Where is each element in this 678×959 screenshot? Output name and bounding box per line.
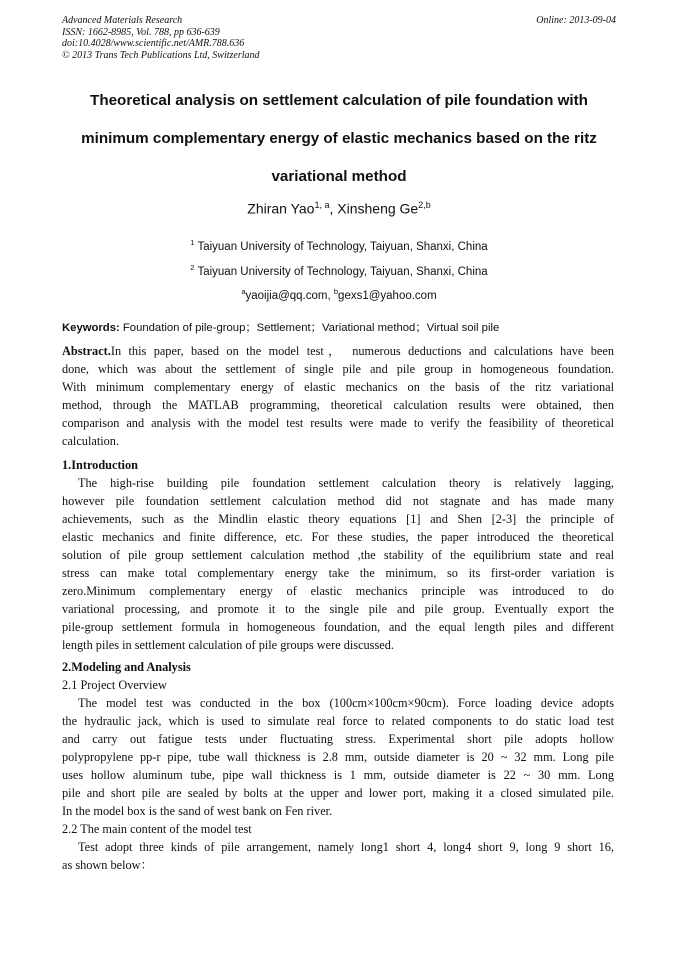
affiliation-1-sup: 1: [190, 238, 195, 247]
author-2-sup: 2,b: [418, 200, 431, 210]
section-heading: 2.Modeling and Analysis: [62, 660, 191, 674]
journal-header: [62, 15, 260, 61]
paragraph-line: length piles in settlement calculation of pile groups were discussed.: [62, 638, 394, 652]
issn-line: ISSN: 1662-8985, Vol. 788, pp 636-639: [62, 26, 220, 38]
affiliation-1: [0, 238, 678, 253]
title-line-3: variational method: [271, 168, 407, 185]
paragraph-line: achievements, such as the Mindlin elastic theory equations [1] and Shen [2-3] the principle of: [62, 512, 614, 526]
email-a[interactable]: yaoijia@qq.com,: [245, 289, 334, 302]
paragraph-line: In the model box is the sand of west bank on Fen river.: [62, 804, 333, 818]
email-b[interactable]: gexs1@yahoo.com: [338, 289, 437, 302]
paragraph-line: pile and short pile are sealed by bolts at the upper and lower port, making it a closed simulated pile.: [62, 786, 614, 800]
email-line: [0, 287, 678, 302]
affiliation-2-sup: 2: [190, 263, 195, 272]
subsection-heading: 2.2 The main content of the model test: [62, 822, 252, 836]
abstract-line: calculation.: [62, 434, 120, 448]
abstract-line: done, which was about the settlement of single pile and pile group in homogeneous foundation.: [62, 362, 614, 376]
paper-title: [40, 82, 638, 196]
doi-line[interactable]: doi:10.4028/www.scientific.net/AMR.788.636: [62, 38, 245, 49]
paragraph-line: uses hollow aluminum tube, pipe wall thickness is 1 mm, outside diameter is 22 ~ 30 mm. Long: [62, 768, 614, 782]
section-modeling: [62, 658, 614, 874]
abstract: [62, 342, 614, 450]
keywords: [62, 319, 499, 335]
email-b-sup: b: [333, 287, 339, 296]
email-a-sup: a: [241, 287, 246, 296]
paragraph-line: however pile foundation settlement calculation method did not stagnate and has made many: [62, 494, 614, 508]
title-line-2: minimum complementary energy of elastic mechanics based on the ritz: [81, 130, 597, 147]
title-line-1: Theoretical analysis on settlement calculation of pile foundation with: [90, 92, 588, 109]
journal-name: Advanced Materials Research: [62, 15, 183, 26]
paragraph-line: The model test was conducted in the box (100cm×100cm×90cm). Force loading device adopts: [78, 696, 614, 710]
subsection-heading: 2.1 Project Overview: [62, 678, 167, 692]
author-list: [0, 200, 678, 217]
author-1-sup: 1, a: [314, 200, 330, 210]
author-separator: ,: [329, 200, 338, 217]
abstract-line: comparison and analysis with the model test results were made to verify the feasibility of theoretical: [62, 416, 614, 430]
author-2: Xinsheng Ge: [337, 200, 419, 217]
abstract-line: With minimum complementary energy of elastic mechanics on the basis of the ritz variational: [62, 380, 614, 394]
author-1: Zhiran Yao: [247, 200, 315, 217]
abstract-label: Abstract.: [62, 344, 111, 358]
paragraph-line: the hydraulic jack, which is used to simulate real force to related components to do static load test: [62, 714, 614, 728]
affiliation-2-text: Taiyuan University of Technology, Taiyuan, Shanxi, China: [194, 265, 488, 278]
paragraph-line: zero.Minimum complementary energy of elastic mechanics principle was introduced to do: [62, 584, 614, 598]
online-date: Online: 2013-09-04: [536, 15, 616, 26]
paragraph-line: Test adopt three kinds of pile arrangement, namely long1 short 4, long4 short 9, long 9 short 16,: [78, 840, 614, 854]
paragraph-line: elastic mechanics and finite difference, etc. For these studies, the paper introduced the theoretical: [62, 530, 614, 544]
paragraph-line: pile-group settlement formula in homogeneous foundation, and the equal length piles and different: [62, 620, 614, 634]
section-heading: 1.Introduction: [62, 458, 138, 472]
keywords-text: Foundation of pile-group；Settlement；Variational method；Virtual soil pile: [119, 322, 500, 334]
paragraph-line: The high-rise building pile foundation settlement calculation theory is relatively lagging,: [78, 476, 614, 490]
affiliation-2: [0, 263, 678, 278]
paragraph-line: as shown below：: [62, 858, 153, 872]
abstract-line: Abstract.In this paper, based on the model test， numerous deductions and calculations have been: [62, 344, 614, 358]
paragraph-line: polypropylene pp-r pipe, tube wall thickness is 2.8 mm, outside diameter is 20 ~ 32 mm. Long pile: [62, 750, 614, 764]
paragraph-line: variational processing, and promote it to the single pile and pile group. Eventually export the: [62, 602, 614, 616]
affiliation-1-text: Taiyuan University of Technology, Taiyuan, Shanxi, China: [194, 240, 488, 253]
paragraph-line: stress can make total complementary energy take the minimum, so its first-order variation is: [62, 566, 614, 580]
paragraph-line: and carry out fatigue tests under fluctuating stress. Experimental short pile adopts hollow: [62, 732, 614, 746]
keywords-label: Keywords:: [62, 322, 120, 334]
abstract-line: method, through the MATLAB programming, theoretical calculation results were obtained, then: [62, 398, 614, 412]
paragraph-line: solution of pile group settlement calculation method ,the stability of the equilibrium state and real: [62, 548, 614, 562]
copyright-line: © 2013 Trans Tech Publications Ltd, Switzerland: [62, 49, 260, 61]
section-introduction: [62, 456, 614, 654]
